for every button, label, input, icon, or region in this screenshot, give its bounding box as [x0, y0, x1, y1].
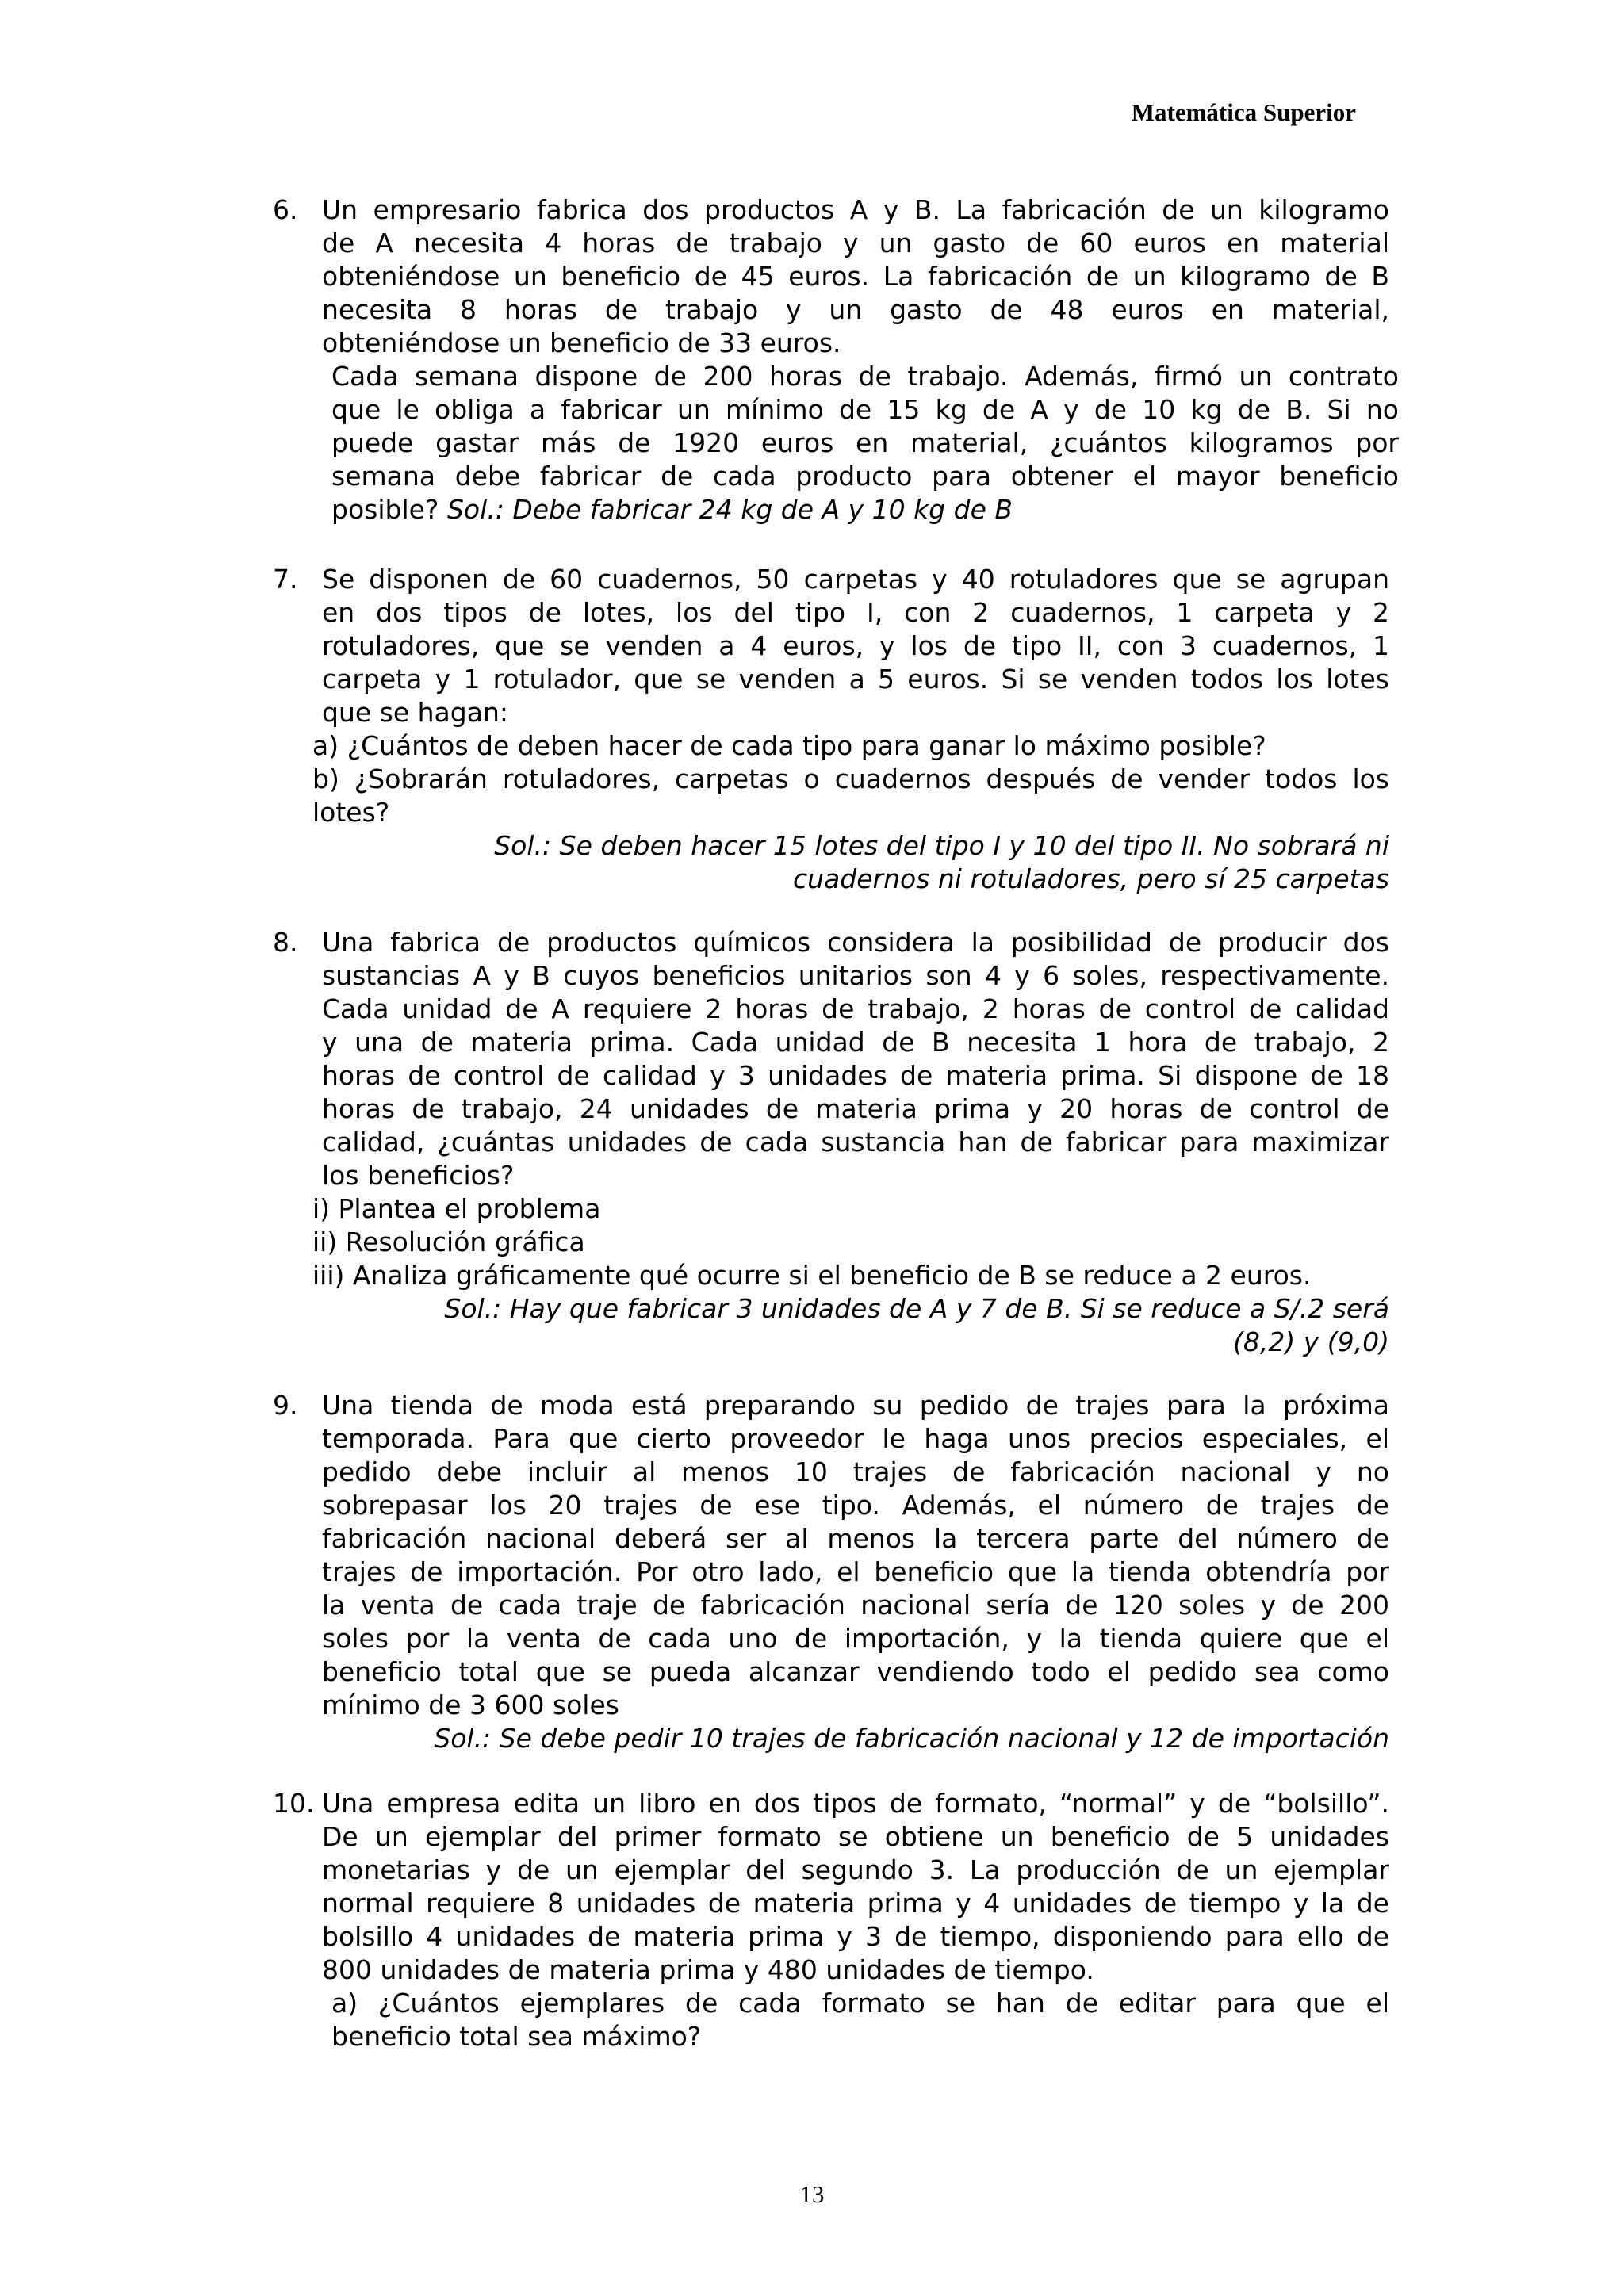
problem-line: monetarias y de un ejemplar del segundo 3. La producción de un ejemplar: [322, 1854, 1389, 1885]
running-header: Matemática Superior: [1131, 98, 1356, 126]
problem-line: obteniéndose un beneficio de 33 euros.: [322, 327, 841, 358]
problem-line: i) Plantea el problema: [312, 1193, 601, 1224]
problem-number: 6.: [273, 194, 298, 225]
problem-line: carpeta y 1 rotulador, que se venden a 5 euros. Si se venden todos los lotes: [322, 664, 1389, 695]
problem-number: 10.: [273, 1788, 315, 1819]
problem-line: y una de materia prima. Cada unidad de B necesita 1 hora de trabajo, 2: [322, 1027, 1389, 1058]
problem-line: bolsillo 4 unidades de materia prima y 3 de tiempo, disponiendo para ello de: [322, 1921, 1389, 1952]
problem-line: trajes de importación. Por otro lado, el beneficio que la tienda obtendría por: [322, 1556, 1389, 1587]
solution-text: Sol.: Se deben hacer 15 lotes del tipo I y 10 del tipo II. No sobrará ni: [494, 830, 1389, 861]
problem-line: a) ¿Cuántos ejemplares de cada formato se han de editar para que el: [331, 1988, 1389, 2019]
problem-line: Una empresa edita un libro en dos tipos de formato, “normal” y de “bolsillo”.: [322, 1788, 1389, 1819]
problem-line: posible? Sol.: Debe fabricar 24 kg de A y 10 kg de B: [331, 494, 1013, 525]
problem-line: lotes?: [312, 797, 390, 828]
problem-line: los beneficios?: [322, 1160, 515, 1191]
problem-line: ii) Resolución gráfica: [312, 1226, 585, 1257]
problem-line: Una tienda de moda está preparando su pedido de trajes para la próxima: [322, 1390, 1389, 1421]
solution-text: Sol.: Debe fabricar 24 kg de A y 10 kg de B: [446, 494, 1013, 525]
problem-line: que se hagan:: [322, 697, 508, 728]
problem-line: sustancias A y B cuyos beneficios unitarios son 4 y 6 soles, respectivamente.: [322, 960, 1389, 991]
problem-line: que le obliga a fabricar un mínimo de 15 kg de A y de 10 kg de B. Si no: [331, 394, 1399, 425]
problem-line: Una fabrica de productos químicos considera la posibilidad de producir dos: [322, 927, 1389, 958]
problem-line: calidad, ¿cuántas unidades de cada sustancia han de fabricar para maximizar: [322, 1127, 1389, 1158]
problem-line: Cada unidad de A requiere 2 horas de trabajo, 2 horas de control de calidad: [322, 993, 1389, 1024]
problem-line: mínimo de 3 600 soles: [322, 1689, 619, 1720]
solution-text: cuadernos ni rotuladores, pero sí 25 carpetas: [792, 863, 1389, 894]
solution-text: Sol.: Se debe pedir 10 trajes de fabricación nacional y 12 de importación: [434, 1723, 1389, 1754]
problem-line: 800 unidades de materia prima y 480 unidades de tiempo.: [322, 1954, 1094, 1985]
problem-line: beneficio total sea máximo?: [331, 2021, 702, 2052]
problem-line: horas de trabajo, 24 unidades de materia prima y 20 horas de control de: [322, 1093, 1389, 1124]
problem-line: De un ejemplar del primer formato se obtiene un beneficio de 5 unidades: [322, 1821, 1389, 1852]
problem-line: iii) Analiza gráficamente qué ocurre si el beneficio de B se reduce a 2 euros.: [312, 1260, 1312, 1291]
problem-line: rotuladores, que se venden a 4 euros, y los de tipo II, con 3 cuadernos, 1: [322, 630, 1389, 661]
problem-line: puede gastar más de 1920 euros en material, ¿cuántos kilogramos por: [331, 427, 1399, 458]
problem-number: 7.: [273, 564, 298, 595]
problem-line: sobrepasar los 20 trajes de ese tipo. Además, el número de trajes de: [322, 1490, 1389, 1521]
problem-8: [273, 926, 1389, 1359]
problem-line: en dos tipos de lotes, los del tipo I, con 2 cuadernos, 1 carpeta y 2: [322, 597, 1389, 628]
problem-line: normal requiere 8 unidades de materia prima y 4 unidades de tiempo y la de: [322, 1888, 1389, 1919]
problem-line: a) ¿Cuántos de deben hacer de cada tipo para ganar lo máximo posible?: [312, 730, 1266, 761]
problem-line: soles por la venta de cada uno de importación, y la tienda quiere que el: [322, 1623, 1389, 1654]
problem-line: pedido debe incluir al menos 10 trajes de fabricación nacional y no: [322, 1456, 1389, 1487]
problem-line: horas de control de calidad y 3 unidades de materia prima. Si dispone de 18: [322, 1060, 1389, 1091]
problem-line: obteniéndose un beneficio de 45 euros. La fabricación de un kilogramo de B: [322, 261, 1389, 292]
solution-text: Sol.: Hay que fabricar 3 unidades de A y 7 de B. Si se reduce a S/.2 será: [444, 1293, 1389, 1324]
problem-line: de A necesita 4 horas de trabajo y un gasto de 60 euros en material: [322, 228, 1389, 258]
problem-9: [273, 1389, 1389, 1755]
solution-text: (8,2) y (9,0): [1233, 1326, 1389, 1357]
problem-line: Se disponen de 60 cuadernos, 50 carpetas y 40 rotuladores que se agrupan: [322, 564, 1389, 595]
problem-line: Un empresario fabrica dos productos A y B. La fabricación de un kilogramo: [322, 194, 1389, 225]
problem-number: 9.: [273, 1390, 298, 1421]
problem-line: necesita 8 horas de trabajo y un gasto de 48 euros en material,: [322, 294, 1389, 325]
problem-10: [273, 1787, 1389, 2053]
problem-7: [273, 563, 1389, 896]
problem-line: la venta de cada traje de fabricación nacional sería de 120 soles y de 200: [322, 1590, 1389, 1621]
problem-number: 8.: [273, 927, 298, 958]
problem-6: [273, 193, 1399, 526]
page-number: 13: [799, 2180, 825, 2208]
problem-line: semana debe fabricar de cada producto para obtener el mayor beneficio: [331, 461, 1399, 492]
problem-line: b) ¿Sobrarán rotuladores, carpetas o cuadernos después de vender todos los: [312, 763, 1389, 794]
problem-line: temporada. Para que cierto proveedor le haga unos precios especiales, el: [322, 1423, 1389, 1454]
problem-line: beneficio total que se pueda alcanzar vendiendo todo el pedido sea como: [322, 1656, 1389, 1687]
problem-line: Cada semana dispone de 200 horas de trabajo. Además, firmó un contrato: [331, 361, 1399, 392]
problem-line: fabricación nacional deberá ser al menos la tercera parte del número de: [322, 1523, 1389, 1554]
